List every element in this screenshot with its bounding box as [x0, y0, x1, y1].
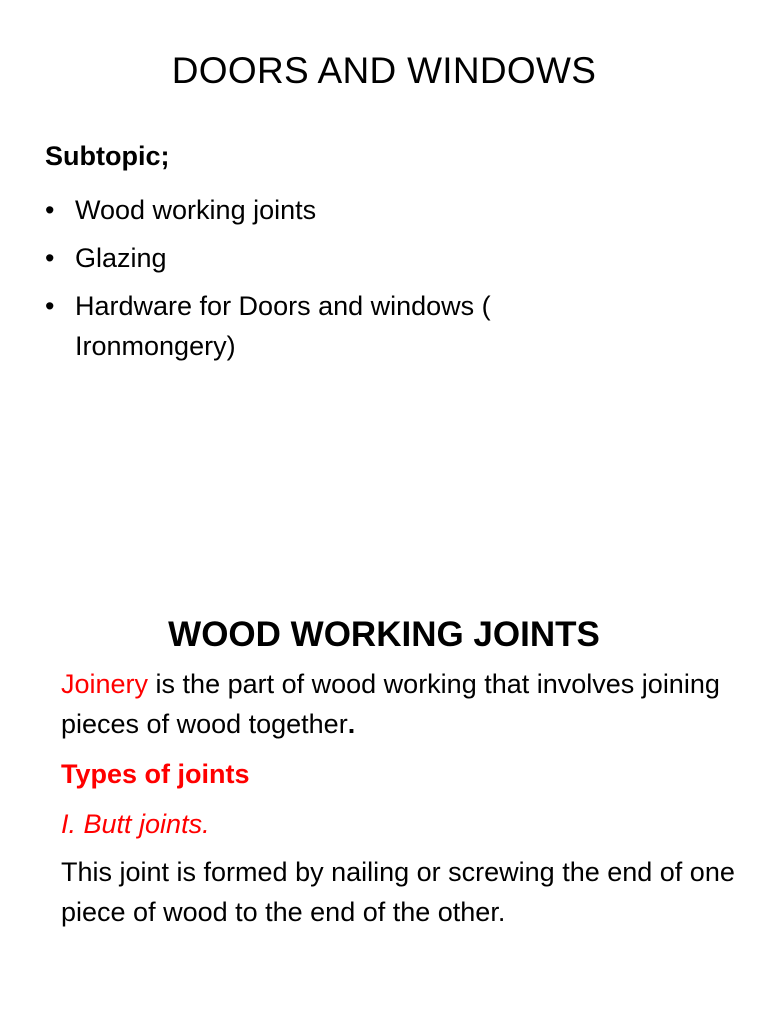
slide-title: DOORS AND WINDOWS — [171, 50, 597, 91]
list-item — [45, 190, 595, 230]
bullet-icon: • — [45, 291, 55, 321]
list-item-text: Hardware for Doors and windows ( Ironmongery) — [75, 291, 491, 361]
list-item — [45, 286, 595, 366]
slide-wood-working-joints — [0, 512, 768, 1024]
bullet-icon: • — [45, 195, 55, 225]
joinery-definition-text: is the part of wood working that involves joining pieces of wood together — [61, 669, 720, 739]
butt-joints-heading: I. Butt joints. — [61, 809, 210, 839]
list-item-text: Wood working joints — [75, 195, 317, 225]
slide-title: WOOD WORKING JOINTS — [168, 615, 600, 654]
subtopic-heading: Subtopic; — [45, 141, 170, 171]
list-item-text: Glazing — [75, 243, 167, 273]
types-of-joints-heading: Types of joints — [61, 759, 250, 789]
joinery-period: . — [347, 709, 356, 739]
subtopic-list — [45, 190, 595, 374]
joinery-term: Joinery — [61, 669, 149, 699]
butt-joints-description: This joint is formed by nailing or screwing the end of one piece of wood to the end of the other. — [61, 857, 735, 927]
joinery-definition — [61, 664, 741, 744]
list-item — [45, 238, 595, 278]
bullet-icon: • — [45, 243, 55, 273]
